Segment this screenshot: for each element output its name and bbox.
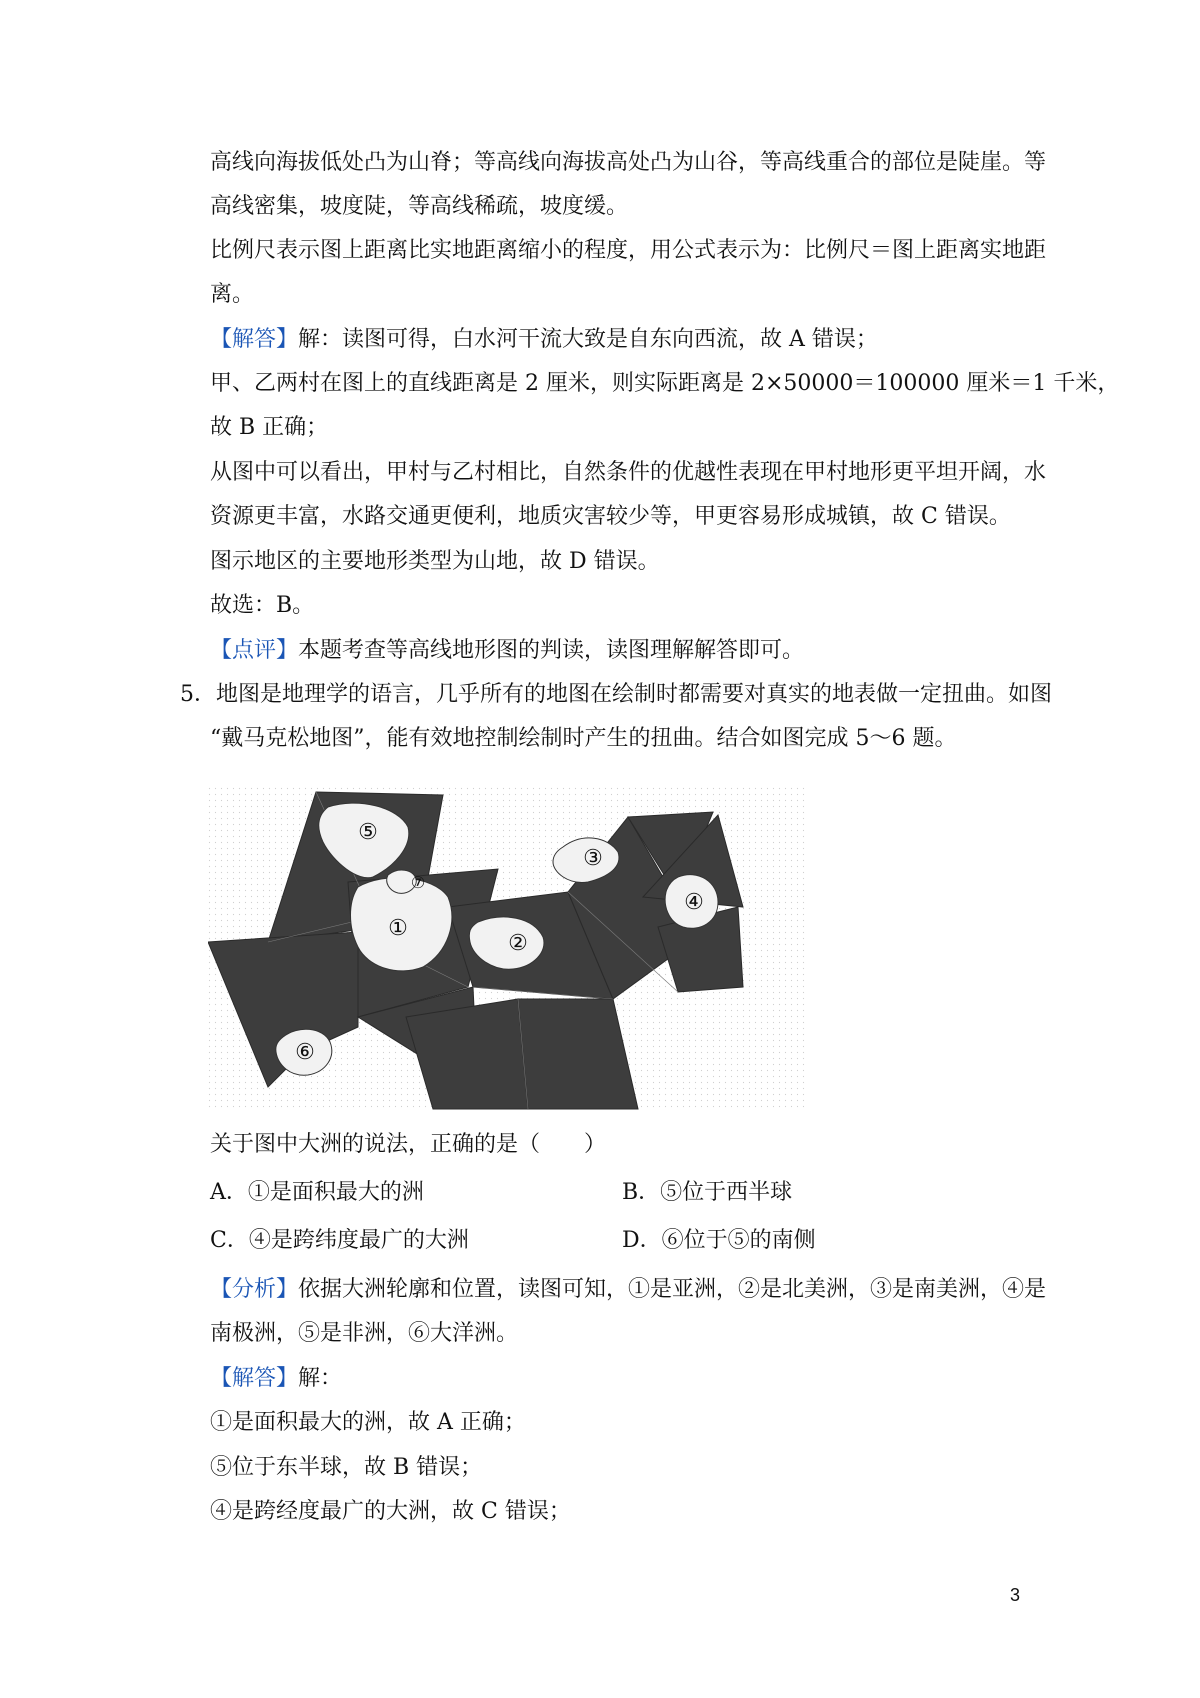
answer-line: ④是跨经度最广的大洲，故 C 错误； — [210, 1499, 571, 1524]
answer-tag: 【解答】 — [210, 327, 299, 352]
map-label-4: ④ — [684, 890, 704, 915]
map-label-1: ① — [388, 916, 408, 941]
analysis-text: 依据大洲轮廓和位置，读图可知，①是亚洲，②是北美洲，③是南美洲，④是 — [298, 1277, 1047, 1302]
map-label-7: ⑦ — [410, 873, 426, 892]
answer-line: ⑤位于东半球，故 B 错误； — [210, 1455, 483, 1480]
answer-line: 资源更丰富，水路交通更便利，地质灾害较少等，甲更容易形成城镇，故 C 错误。 — [210, 504, 1011, 529]
question-line: “戴马克松地图”，能有效地控制绘制时产生的扭曲。结合如图完成 5～6 题。 — [210, 726, 957, 751]
map-label-5: ⑤ — [358, 820, 378, 845]
paragraph-line: 离。 — [210, 282, 255, 307]
answer-line: 故 B 正确； — [210, 415, 329, 440]
sub-question: 关于图中大洲的说法，正确的是（ ） — [210, 1132, 607, 1157]
paragraph-line: 高线密集，坡度陡，等高线稀疏，坡度缓。 — [210, 194, 629, 219]
answer-line — [210, 1364, 1030, 1394]
comment-line — [210, 636, 1030, 666]
paragraph-line: 高线向海拔低处凸为山脊；等高线向海拔高处凸为山谷，等高线重合的部位是陡崖。等 — [210, 150, 1047, 175]
answer-line: 从图中可以看出，甲村与乙村相比，自然条件的优越性表现在甲村地形更平坦开阔，水 — [210, 460, 1047, 485]
answer-text: 解：读图可得，白水河干流大致是自东向西流，故 A 错误； — [298, 327, 878, 352]
question-line — [180, 680, 1053, 710]
comment-text: 本题考查等高线地形图的判读，读图理解解答即可。 — [298, 638, 805, 663]
analysis-line: 南极洲，⑤是非洲，⑥大洋洲。 — [210, 1321, 519, 1346]
dymaxion-map — [208, 787, 808, 1110]
map-label-2: ② — [508, 931, 528, 956]
paragraph-line: 比例尺表示图上距离比实地距离缩小的程度，用公式表示为：比例尺＝图上距离实地距 — [210, 238, 1047, 263]
option-b: B．⑤位于西半球 — [622, 1180, 793, 1205]
analysis-tag: 【分析】 — [210, 1277, 299, 1302]
comment-tag: 【点评】 — [210, 638, 299, 663]
option-d: D．⑥位于⑤的南侧 — [622, 1228, 816, 1253]
map-label-3: ③ — [583, 846, 603, 871]
answer-line: 故选：B。 — [210, 593, 315, 618]
option-a: A．①是面积最大的洲 — [210, 1180, 424, 1205]
analysis-line — [210, 1275, 1047, 1305]
map-label-6: ⑥ — [295, 1040, 315, 1065]
answer-line — [210, 325, 1030, 355]
answer-line: 甲、乙两村在图上的直线距离是 2 厘米，则实际距离是 2×50000＝100000 厘米＝1 千米， — [210, 371, 1120, 396]
question-number: 5． — [180, 682, 216, 707]
option-c: C．④是跨纬度最广的大洲 — [210, 1228, 469, 1253]
page-number: 3 — [1009, 1585, 1020, 1605]
answer-line: ①是面积最大的洲，故 A 正确； — [210, 1410, 526, 1435]
answer-tag: 【解答】 — [210, 1366, 299, 1391]
question-text: 地图是地理学的语言，几乎所有的地图在绘制时都需要对真实的地表做一定扭曲。如图 — [216, 682, 1053, 707]
answer-line: 图示地区的主要地形类型为山地，故 D 错误。 — [210, 549, 660, 574]
answer-text: 解： — [298, 1366, 343, 1391]
